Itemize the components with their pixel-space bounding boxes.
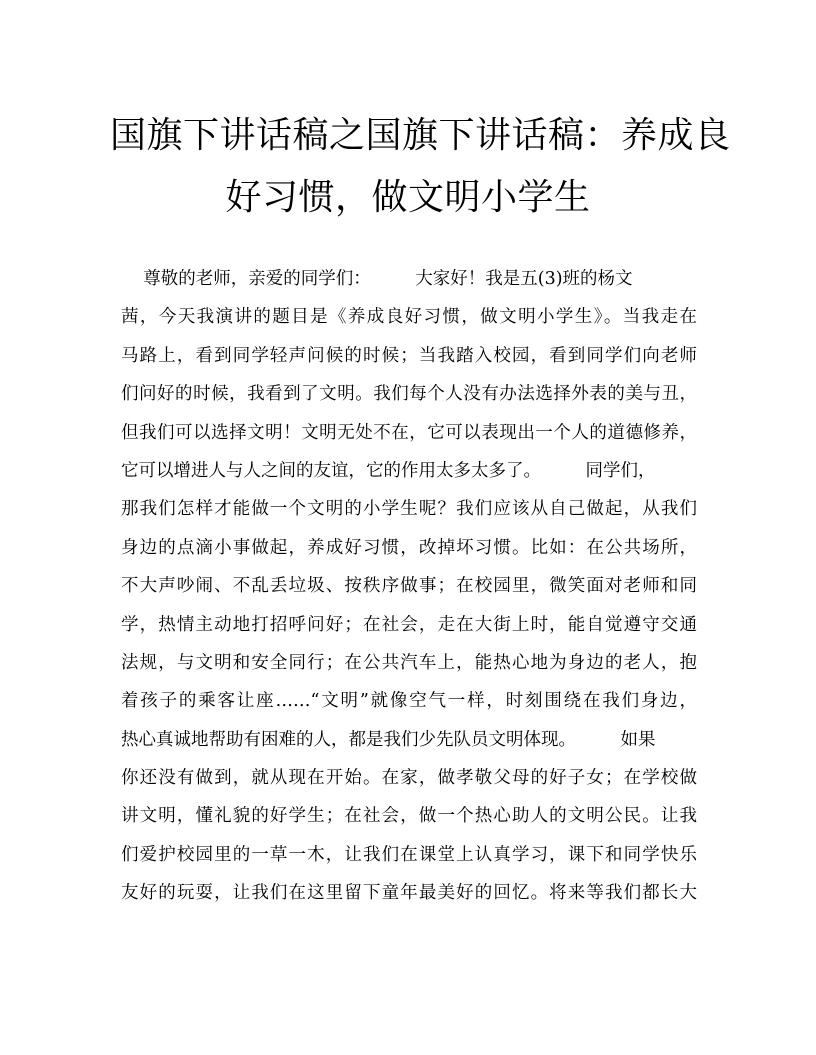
body-line: 但我们可以选择文明！文明无处不在，它可以表现出一个人的道德修养， — [121, 422, 697, 443]
body-line: 马路上，看到同学轻声问候的时候；当我踏入校园，看到同学们向老师 — [121, 345, 697, 366]
title-line-2: 好习惯，做文明小学生 — [225, 177, 591, 218]
body-line: 它可以增进人与人之间的友谊，它的作用太多太多了。 同学们， — [121, 460, 656, 481]
body-line: 不大声吵闹、不乱丢垃圾、按秩序做事；在校园里，微笑面对老师和同 — [121, 576, 697, 597]
body-line: 着孩子的乘客让座……“文明”就像空气一样，时刻围绕在我们身边， — [121, 691, 697, 712]
speech-body — [121, 260, 697, 913]
body-line: 茜，今天我演讲的题目是《养成良好习惯，做文明小学生》。当我走在 — [121, 307, 697, 328]
body-line: 友好的玩耍，让我们在这里留下童年最美好的回忆。将来等我们都长大 — [121, 883, 697, 904]
page-title — [110, 105, 731, 229]
body-line: 们爱护校园里的一草一木，让我们在课堂上认真学习，课下和同学快乐 — [121, 844, 697, 865]
body-line: 学，热情主动地打招呼问好；在社会，走在大街上时，能自觉遵守交通 — [121, 614, 697, 635]
body-line: 讲文明，懂礼貌的好学生；在社会，做一个热心助人的文明公民。让我 — [121, 806, 697, 827]
body-line: 尊敬的老师，亲爱的同学们： 大家好！我是五(3)班的杨文 — [121, 269, 633, 289]
title-line-1: 国旗下讲话稿之国旗下讲话稿：养成良 — [110, 115, 731, 156]
body-line: 那我们怎样才能做一个文明的小学生呢？我们应该从自己做起，从我们 — [121, 499, 697, 520]
body-line: 你还没有做到，就从现在开始。在家，做孝敬父母的好子女；在学校做 — [121, 768, 697, 789]
body-line: 法规，与文明和安全同行；在公共汽车上，能热心地为身边的老人，抱 — [121, 652, 697, 673]
body-line: 热心真诚地帮助有困难的人，都是我们少先队员文明体现。 如果 — [121, 729, 656, 750]
body-line: 们问好的时候，我看到了文明。我们每个人没有办法选择外表的美与丑， — [121, 384, 697, 405]
body-line: 身边的点滴小事做起，养成好习惯，改掉坏习惯。比如：在公共场所， — [121, 537, 697, 558]
